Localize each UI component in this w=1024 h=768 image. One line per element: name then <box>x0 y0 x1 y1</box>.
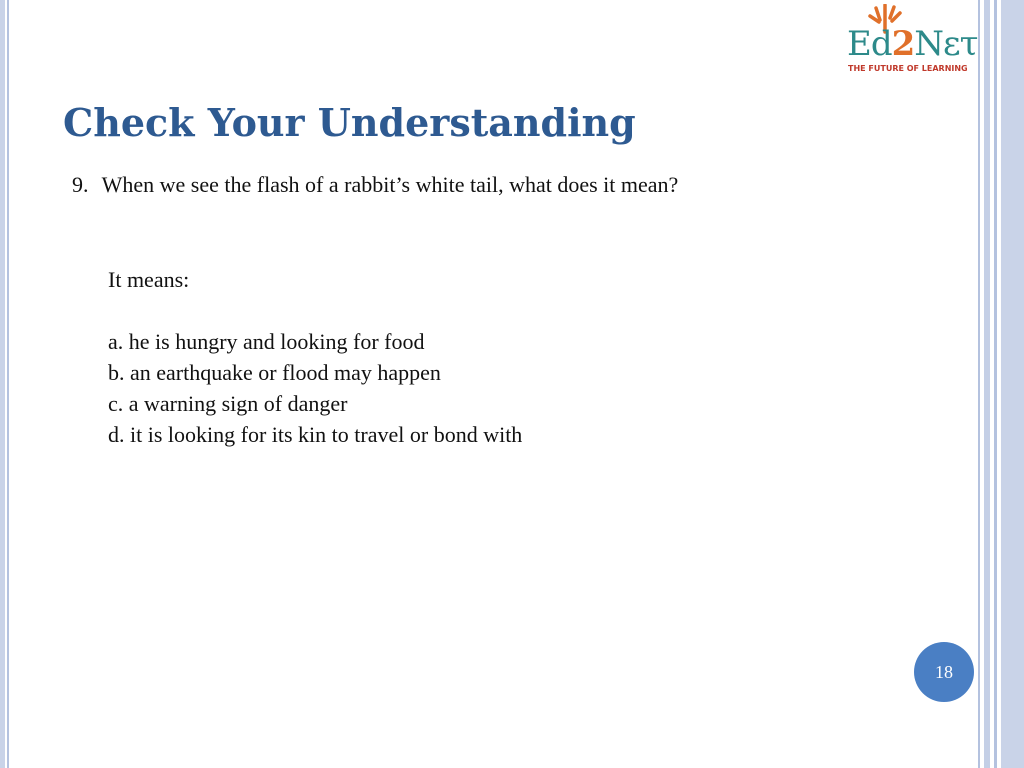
right-border-band <box>1001 0 1024 768</box>
logo-wordmark-suffix: Nετ <box>914 24 978 64</box>
answer-intro: It means: <box>108 267 190 292</box>
logo-wordmark <box>847 24 977 64</box>
answer-option-c: c. a warning sign of danger <box>108 391 348 416</box>
page-number-badge: 18 <box>914 642 974 702</box>
right-border-line <box>978 0 980 768</box>
slide-title: Check Your Understanding <box>63 100 636 145</box>
answer-option-a: a. he is hungry and looking for food <box>108 329 425 354</box>
logo-tagline: THE FUTURE OF LEARNING <box>848 64 968 73</box>
left-border-line <box>7 0 9 768</box>
logo-wordmark-prefix: Ed <box>847 24 892 64</box>
question-number: 9. <box>72 172 89 197</box>
logo-wordmark-two: 2 <box>891 24 915 64</box>
right-border-line-outer <box>994 0 997 768</box>
question <box>72 172 678 198</box>
question-text: When we see the flash of a rabbit’s white tail, what does it mean? <box>101 172 679 197</box>
answer-option-d: d. it is looking for its kin to travel or bond with <box>108 422 523 447</box>
answer-block <box>108 264 522 450</box>
ed2net-logo <box>842 4 976 76</box>
left-border-stripe <box>0 0 5 768</box>
answer-option-b: b. an earthquake or flood may happen <box>108 360 441 385</box>
right-border-stripe <box>984 0 990 768</box>
